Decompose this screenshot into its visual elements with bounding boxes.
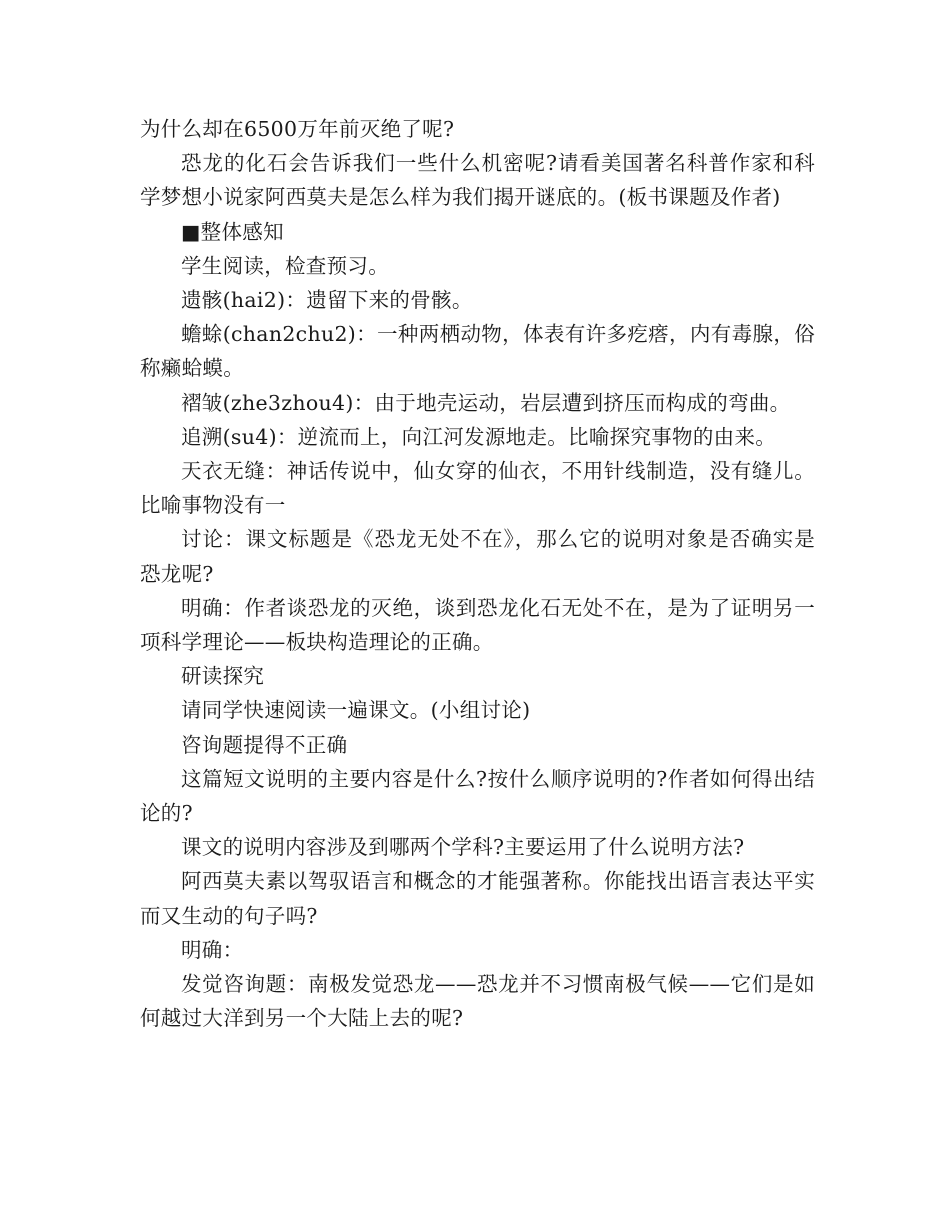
question-language: 阿西莫夫素以驾驭语言和概念的才能强著称。你能找出语言表达平实而又生动的句子吗? (140, 869, 815, 928)
paragraph-discussion: 讨论：课文标题是《恐龙无处不在》，那么它的说明对象是否确实是恐龙呢? (140, 527, 815, 586)
vocab-item-zhezhou: 褶皱(zhe3zhou4)：由于地壳运动，岩层遭到挤压而构成的弯曲。 (181, 390, 791, 415)
paragraph-student-reading: 学生阅读，检查预习。 (181, 253, 389, 278)
document-page (140, 112, 815, 1035)
paragraph-quick-read: 请同学快速阅读一遍课文。(小组讨论) (181, 698, 531, 723)
paragraph-question-note: 咨询题提得不正确 (181, 732, 348, 757)
paragraph-clarify-label: 明确： (181, 937, 244, 962)
paragraph-discover-question: 发觉咨询题：南极发觉恐龙——恐龙并不习惯南极气候——它们是如何越过大洋到另一个大陆上去的呢? (140, 972, 815, 1031)
vocab-item-tianyiwufeng: 天衣无缝：神话传说中，仙女穿的仙衣，不用针线制造，没有缝儿。比喻事物没有一 (140, 459, 815, 518)
paragraph-clarification: 明确：作者谈恐龙的灭绝，谈到恐龙化石无处不在，是为了证明另一项科学理论——板块构造理论的正确。 (140, 595, 815, 655)
question-main-content: 这篇短文说明的主要内容是什么?按什么顺序说明的?作者如何得出结论的? (140, 766, 815, 826)
question-subjects: 课文的说明内容涉及到哪两个学科?主要运用了什么说明方法? (181, 835, 745, 860)
vocab-item-zhuisu: 追溯(su4)：逆流而上，向江河发源地走。比喻探究事物的由来。 (181, 424, 777, 449)
section-heading-overall-perception: ■整体感知 (181, 219, 284, 244)
paragraph-intro-question: 恐龙的化石会告诉我们一些什么机密呢?请看美国著名科普作家和科学梦想小说家阿西莫夫是怎么样为我们揭开谜底的。(板书课题及作者) (140, 151, 815, 210)
section-heading-study-explore: 研读探究 (181, 664, 265, 689)
vocab-item-chanchu: 蟾蜍(chan2chu2)：一种两栖动物，体表有许多疙瘩，内有毒腺，俗称癞蛤蟆。 (140, 322, 815, 381)
paragraph-continuation: 为什么却在6500万年前灭绝了呢? (140, 117, 455, 141)
vocab-item-yihai: 遗骸(hai2)：遗留下来的骨骸。 (181, 288, 473, 313)
